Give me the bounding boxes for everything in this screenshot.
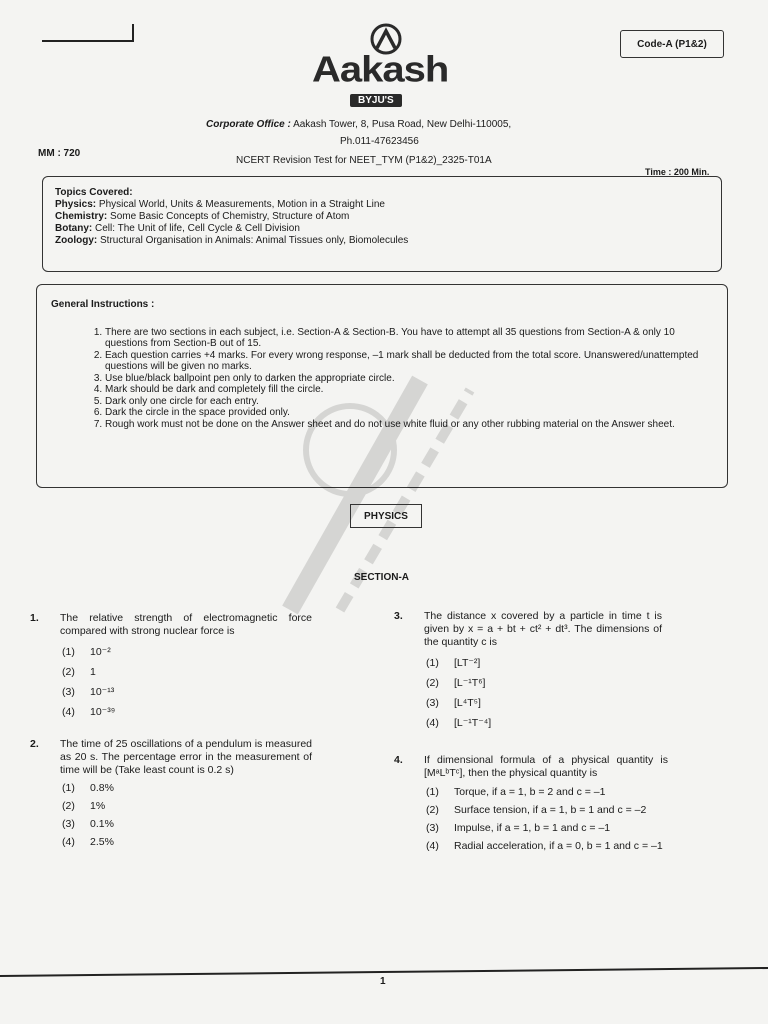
option-3: (3) 10⁻¹³ <box>62 686 115 698</box>
question-1 <box>30 612 312 722</box>
question-3 <box>394 610 662 733</box>
office-label: Corporate Office : <box>206 119 291 130</box>
option-2: (2) [L⁻¹T⁶] <box>426 677 486 689</box>
option-4: (4) 2.5% <box>62 836 114 848</box>
option-4: (4) Radial acceleration, if a = 0, b = 1 and c = –1 <box>426 840 663 852</box>
question-number: 1. <box>30 612 39 624</box>
option-1: (1) 10⁻² <box>62 646 111 658</box>
question-4 <box>394 754 668 858</box>
option-3: (3) Impulse, if a = 1, b = 1 and c = –1 <box>426 822 611 834</box>
byjus-logo: BYJU'S <box>350 94 402 107</box>
instruction-item: 7. Rough work must not be done on the Answer sheet and do not use white fluid or any other rubbing material on the Answer sheet. <box>105 419 713 431</box>
subject-heading: PHYSICS <box>364 510 408 522</box>
option-4: (4) [L⁻¹T⁻⁴] <box>426 717 492 729</box>
question-stem: The distance x covered by a particle in time t is given by x = a + bt + ct² + dt³. The dimensions of the quantity c is <box>424 610 662 648</box>
topic-physics: Physics: Physical World, Units & Measurements, Motion in a Straight Line <box>55 199 385 210</box>
question-number: 3. <box>394 610 403 622</box>
page-number: 1 <box>380 976 386 987</box>
topics-heading: Topics Covered: <box>55 187 133 198</box>
question-number: 2. <box>30 738 39 750</box>
instruction-item: 5. Dark only one circle for each entry. <box>105 396 713 408</box>
question-number: 4. <box>394 754 403 766</box>
crop-corner-mark <box>42 24 134 42</box>
instructions-list <box>51 327 713 431</box>
topics-covered-box <box>42 176 722 272</box>
instruction-item: 1. There are two sections in each subject, i.e. Section-A & Section-B. You have to attempt all 35 questions from Section-A & only 10 questions from Section-B out of 15. <box>105 327 713 350</box>
option-2: (2) 1 <box>62 666 96 678</box>
question-stem: The relative strength of electromagnetic force compared with strong nuclear force is <box>60 612 312 637</box>
option-3: (3) 0.1% <box>62 818 114 830</box>
subject-heading-box <box>350 504 422 528</box>
office-phone: Ph.011-47623456 <box>340 136 419 147</box>
question-stem: If dimensional formula of a physical quantity is [MᵃLᵇTᶜ], then the physical quantity is <box>424 754 668 779</box>
time-allowed: Time : 200 Min. <box>645 167 710 177</box>
instruction-item: 2. Each question carries +4 marks. For every wrong response, –1 mark shall be deducted from the total score. Unanswered/unattempted questions will be given no marks. <box>105 350 713 373</box>
option-4: (4) 10⁻³⁹ <box>62 706 116 718</box>
instructions-heading: General Instructions : <box>51 299 155 310</box>
option-3: (3) [L⁴T⁵] <box>426 697 481 709</box>
question-stem: The time of 25 oscillations of a pendulum is measured as 20 s. The percentage error in the measurement of time will be (Take least count is 0.2 s) <box>60 738 312 776</box>
question-2 <box>30 738 312 851</box>
option-2: (2) Surface tension, if a = 1, b = 1 and c = –2 <box>426 804 647 816</box>
topic-chemistry: Chemistry: Some Basic Concepts of Chemistry, Structure of Atom <box>55 211 350 222</box>
option-1: (1) Torque, if a = 1, b = 2 and c = –1 <box>426 786 606 798</box>
office-address: Aakash Tower, 8, Pusa Road, New Delhi-110005, <box>293 119 512 130</box>
general-instructions-box <box>36 284 728 488</box>
option-2: (2) 1% <box>62 800 106 812</box>
instruction-item: 6. Dark the circle in the space provided only. <box>105 407 713 419</box>
instruction-item: 3. Use blue/black ballpoint pen only to darken the appropriate circle. <box>105 373 713 385</box>
test-name: NCERT Revision Test for NEET_TYM (P1&2)_2325-T01A <box>236 155 492 166</box>
corporate-office <box>206 118 576 131</box>
section-heading: SECTION-A <box>354 572 409 583</box>
aakash-logo: Aakash <box>312 50 449 90</box>
paper-code: Code-A (P1&2) <box>637 38 707 50</box>
option-1: (1) 0.8% <box>62 782 114 794</box>
topic-botany: Botany: Cell: The Unit of life, Cell Cycle & Cell Division <box>55 223 300 234</box>
instruction-item: 4. Mark should be dark and completely fill the circle. <box>105 384 713 396</box>
max-marks: MM : 720 <box>38 148 81 159</box>
option-1: (1) [LT⁻²] <box>426 657 481 669</box>
paper-code-box <box>620 30 724 58</box>
topic-zoology: Zoology: Structural Organisation in Animals: Animal Tissues only, Biomolecules <box>55 235 409 246</box>
